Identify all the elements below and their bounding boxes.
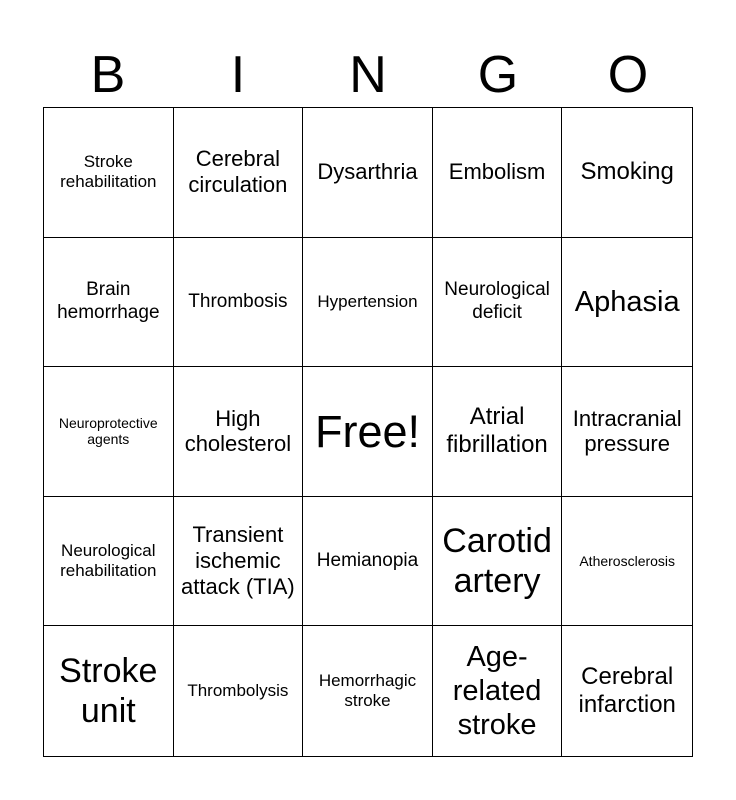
bingo-cell[interactable] xyxy=(174,626,304,756)
cell-label: Cerebral circulation xyxy=(188,146,288,198)
header-letter-g: G xyxy=(477,46,519,104)
cell-label: Dysarthria xyxy=(317,159,418,185)
bingo-cell[interactable] xyxy=(562,497,692,627)
cell-label: Embolism xyxy=(448,159,546,185)
cell-label: Carotid artery xyxy=(442,521,552,601)
free-space-label: Free! xyxy=(314,405,420,457)
cell-label: Hemianopia xyxy=(316,549,419,571)
cell-label: Thrombosis xyxy=(188,290,288,312)
bingo-cell[interactable] xyxy=(44,367,174,497)
bingo-header xyxy=(43,42,693,108)
header-letter-i: I xyxy=(230,46,246,104)
bingo-cell[interactable] xyxy=(174,108,304,238)
bingo-cell[interactable] xyxy=(562,108,692,238)
cell-label: High cholesterol xyxy=(184,405,292,457)
cell-label: Stroke unit xyxy=(59,652,158,731)
bingo-cell[interactable] xyxy=(303,626,433,756)
bingo-cell[interactable] xyxy=(433,626,563,756)
cell-label: Cerebral infarction xyxy=(578,662,676,719)
cell-label: Thrombolysis xyxy=(187,681,289,701)
cell-label: Neuroprotective agents xyxy=(58,414,158,448)
cell-label: Stroke rehabilitation xyxy=(60,152,157,192)
bingo-cell[interactable] xyxy=(562,238,692,368)
cell-label: Brain hemorrhage xyxy=(57,279,160,323)
bingo-cell-free[interactable] xyxy=(303,367,433,497)
cell-label: Neurological rehabilitation xyxy=(60,541,157,581)
bingo-cell[interactable] xyxy=(433,238,563,368)
bingo-cell[interactable] xyxy=(303,108,433,238)
cell-label: Transient ischemic attack (TIA) xyxy=(181,522,295,600)
bingo-cell[interactable] xyxy=(433,108,563,238)
bingo-cell[interactable] xyxy=(44,626,174,756)
bingo-cell[interactable] xyxy=(433,497,563,627)
bingo-cell[interactable] xyxy=(562,367,692,497)
cell-label: Atherosclerosis xyxy=(579,552,676,569)
bingo-cell[interactable] xyxy=(303,238,433,368)
cell-label: Intracranial pressure xyxy=(572,405,682,457)
header-letter-b: B xyxy=(90,46,126,104)
bingo-cell[interactable] xyxy=(562,626,692,756)
bingo-cell[interactable] xyxy=(44,108,174,238)
bingo-card-grid xyxy=(43,107,693,757)
cell-label: Hypertension xyxy=(317,291,418,311)
bingo-cell[interactable] xyxy=(174,367,304,497)
bingo-cell[interactable] xyxy=(44,238,174,368)
header-letter-n: N xyxy=(349,46,387,104)
bingo-cell[interactable] xyxy=(174,497,304,627)
cell-label: Neurological deficit xyxy=(444,279,550,323)
bingo-cell[interactable] xyxy=(174,238,304,368)
cell-label: Aphasia xyxy=(574,285,680,318)
cell-label: Atrial fibrillation xyxy=(446,403,548,459)
cell-label: Smoking xyxy=(580,158,674,186)
bingo-cell[interactable] xyxy=(303,497,433,627)
bingo-cell[interactable] xyxy=(433,367,563,497)
bingo-cell[interactable] xyxy=(44,497,174,627)
cell-label: Hemorrhagic stroke xyxy=(318,671,417,711)
cell-label: Age-related stroke xyxy=(452,640,542,742)
header-letter-o: O xyxy=(607,46,649,104)
